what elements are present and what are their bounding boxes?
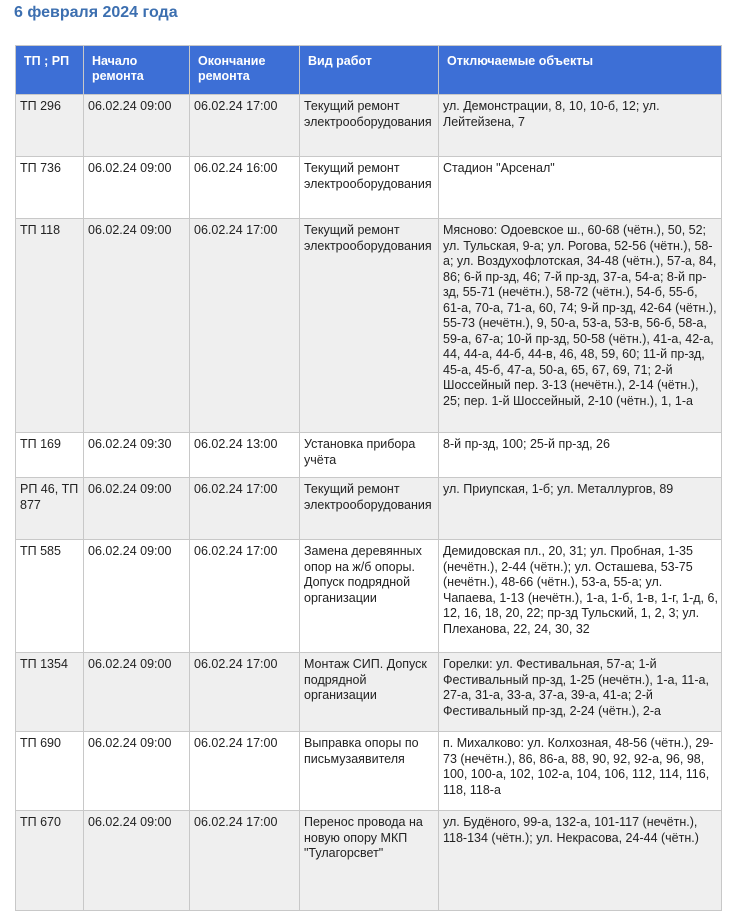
- cell-objects: Мясново: Одоевское ш., 60-68 (чётн.), 50, 52; ул. Тульская, 9-а; ул. Рогова, 52-56 (чётн.), 58-а; ул. Воздухофлотская, 34-48 (чётн.), 57-а, 84, 86; 6-й пр-зд, 46; 7-й пр-зд, 37-а, 54-а; 8-й пр-зд, 55-71 (нечётн.), 58-72 (чётн.), 54-б, 55-б, 61-а, 70-а, 71-а, 60, 74; 9-й пр-зд, 42-64 (чётн.), 55-73 (нечётн.), 9, 50-а, 53-а, 53-в, 56-б, 58-а, 59-а, 67-а; 10-й пр-зд, 50-58 (чётн.), 41-а, 42-а, 44, 44-а, 44-б, 44-в, 46, 48, 59, 60; 11-й пр-зд, 45-а, 45-б, 47-а, 50-а, 65, 67, 69, 71; 2-й Шоссейный пер. 3-13 (нечётн.), 2-14 (чётн.), 25; пер. 1-й Шоссейный, 2-10 (чётн.), 1, 1-а: [439, 219, 722, 433]
- cell-work: Текущий ремонт электрооборудования: [300, 478, 439, 540]
- cell-end: 06.02.24 17:00: [190, 540, 300, 653]
- col-header-tp: ТП ; РП: [16, 46, 84, 95]
- table-row: [16, 653, 722, 732]
- cell-work: Текущий ремонт электрооборудования: [300, 157, 439, 219]
- col-header-work: Вид работ: [300, 46, 439, 95]
- outage-table: [15, 45, 722, 911]
- cell-work: Текущий ремонт электрооборудования: [300, 219, 439, 433]
- cell-tp: ТП 118: [16, 219, 84, 433]
- cell-work: Текущий ремонт электрооборудования: [300, 95, 439, 157]
- cell-start: 06.02.24 09:00: [84, 732, 190, 811]
- col-header-end: Окончание ремонта: [190, 46, 300, 95]
- cell-tp: ТП 690: [16, 732, 84, 811]
- cell-tp: ТП 169: [16, 433, 84, 478]
- cell-objects: ул. Будёного, 99-а, 132-а, 101-117 (нечётн.), 118-134 (чётн.); ул. Некрасова, 24-44 (чётн.): [439, 811, 722, 911]
- col-header-start: Начало ремонта: [84, 46, 190, 95]
- cell-end: 06.02.24 17:00: [190, 811, 300, 911]
- cell-objects: Горелки: ул. Фестивальная, 57-а; 1-й Фестивальный пр-зд, 1-25 (нечётн.), 1-а, 11-а, 27-а, 31-а, 33-а, 37-а, 39-а, 41-а; 2-й Фестивальный пр-зд, 2-24 (чётн.), 2-а: [439, 653, 722, 732]
- cell-tp: ТП 585: [16, 540, 84, 653]
- cell-end: 06.02.24 13:00: [190, 433, 300, 478]
- cell-start: 06.02.24 09:00: [84, 540, 190, 653]
- cell-objects: п. Михалково: ул. Колхозная, 48-56 (чётн.), 29-73 (нечётн.), 86, 86-а, 88, 90, 92, 92-а, 96, 98, 100, 100-а, 102, 102-а, 104, 106, 112, 114, 116, 118, 118-а: [439, 732, 722, 811]
- cell-tp: ТП 1354: [16, 653, 84, 732]
- cell-start: 06.02.24 09:00: [84, 811, 190, 911]
- page-title: 6 февраля 2024 года: [14, 4, 178, 21]
- table-row: [16, 811, 722, 911]
- cell-tp: ТП 736: [16, 157, 84, 219]
- table-row: [16, 732, 722, 811]
- cell-objects: Стадион "Арсенал": [439, 157, 722, 219]
- cell-work: Выправка опоры по письмузаявителя: [300, 732, 439, 811]
- cell-end: 06.02.24 17:00: [190, 732, 300, 811]
- cell-work: Перенос провода на новую опору МКП "Тулагорсвет": [300, 811, 439, 911]
- table-header-row: [16, 46, 722, 95]
- cell-end: 06.02.24 17:00: [190, 219, 300, 433]
- cell-end: 06.02.24 16:00: [190, 157, 300, 219]
- cell-start: 06.02.24 09:00: [84, 219, 190, 433]
- cell-start: 06.02.24 09:30: [84, 433, 190, 478]
- cell-work: Замена деревянных опор на ж/б опоры. Допуск подрядной организации: [300, 540, 439, 653]
- cell-objects: Демидовская пл., 20, 31; ул. Пробная, 1-35 (нечётн.), 2-44 (чётн.); ул. Осташева, 53-75 (нечётн.), 48-66 (чётн.), 53-а, 55-а; ул. Чапаева, 1-13 (нечётн.), 1-а, 1-б, 1-в, 1-г, 1-д, 6, 12, 16, 18, 20, 22; пр-зд Тульский, 1, 2, 3; ул. Плеханова, 22, 24, 30, 32: [439, 540, 722, 653]
- cell-start: 06.02.24 09:00: [84, 157, 190, 219]
- cell-end: 06.02.24 17:00: [190, 478, 300, 540]
- cell-start: 06.02.24 09:00: [84, 653, 190, 732]
- cell-objects: 8-й пр-зд, 100; 25-й пр-зд, 26: [439, 433, 722, 478]
- cell-end: 06.02.24 17:00: [190, 653, 300, 732]
- cell-objects: ул. Приупская, 1-б; ул. Металлургов, 89: [439, 478, 722, 540]
- table-row: [16, 157, 722, 219]
- cell-tp: ТП 296: [16, 95, 84, 157]
- cell-tp: ТП 670: [16, 811, 84, 911]
- col-header-objects: Отключаемые объекты: [439, 46, 722, 95]
- table-row: [16, 540, 722, 653]
- cell-end: 06.02.24 17:00: [190, 95, 300, 157]
- table-row: [16, 433, 722, 478]
- cell-start: 06.02.24 09:00: [84, 95, 190, 157]
- cell-work: Монтаж СИП. Допуск подрядной организации: [300, 653, 439, 732]
- cell-start: 06.02.24 09:00: [84, 478, 190, 540]
- table-row: [16, 219, 722, 433]
- table-row: [16, 478, 722, 540]
- table-row: [16, 95, 722, 157]
- cell-tp: РП 46, ТП 877: [16, 478, 84, 540]
- cell-objects: ул. Демонстрации, 8, 10, 10-б, 12; ул. Лейтейзена, 7: [439, 95, 722, 157]
- cell-work: Установка прибора учёта: [300, 433, 439, 478]
